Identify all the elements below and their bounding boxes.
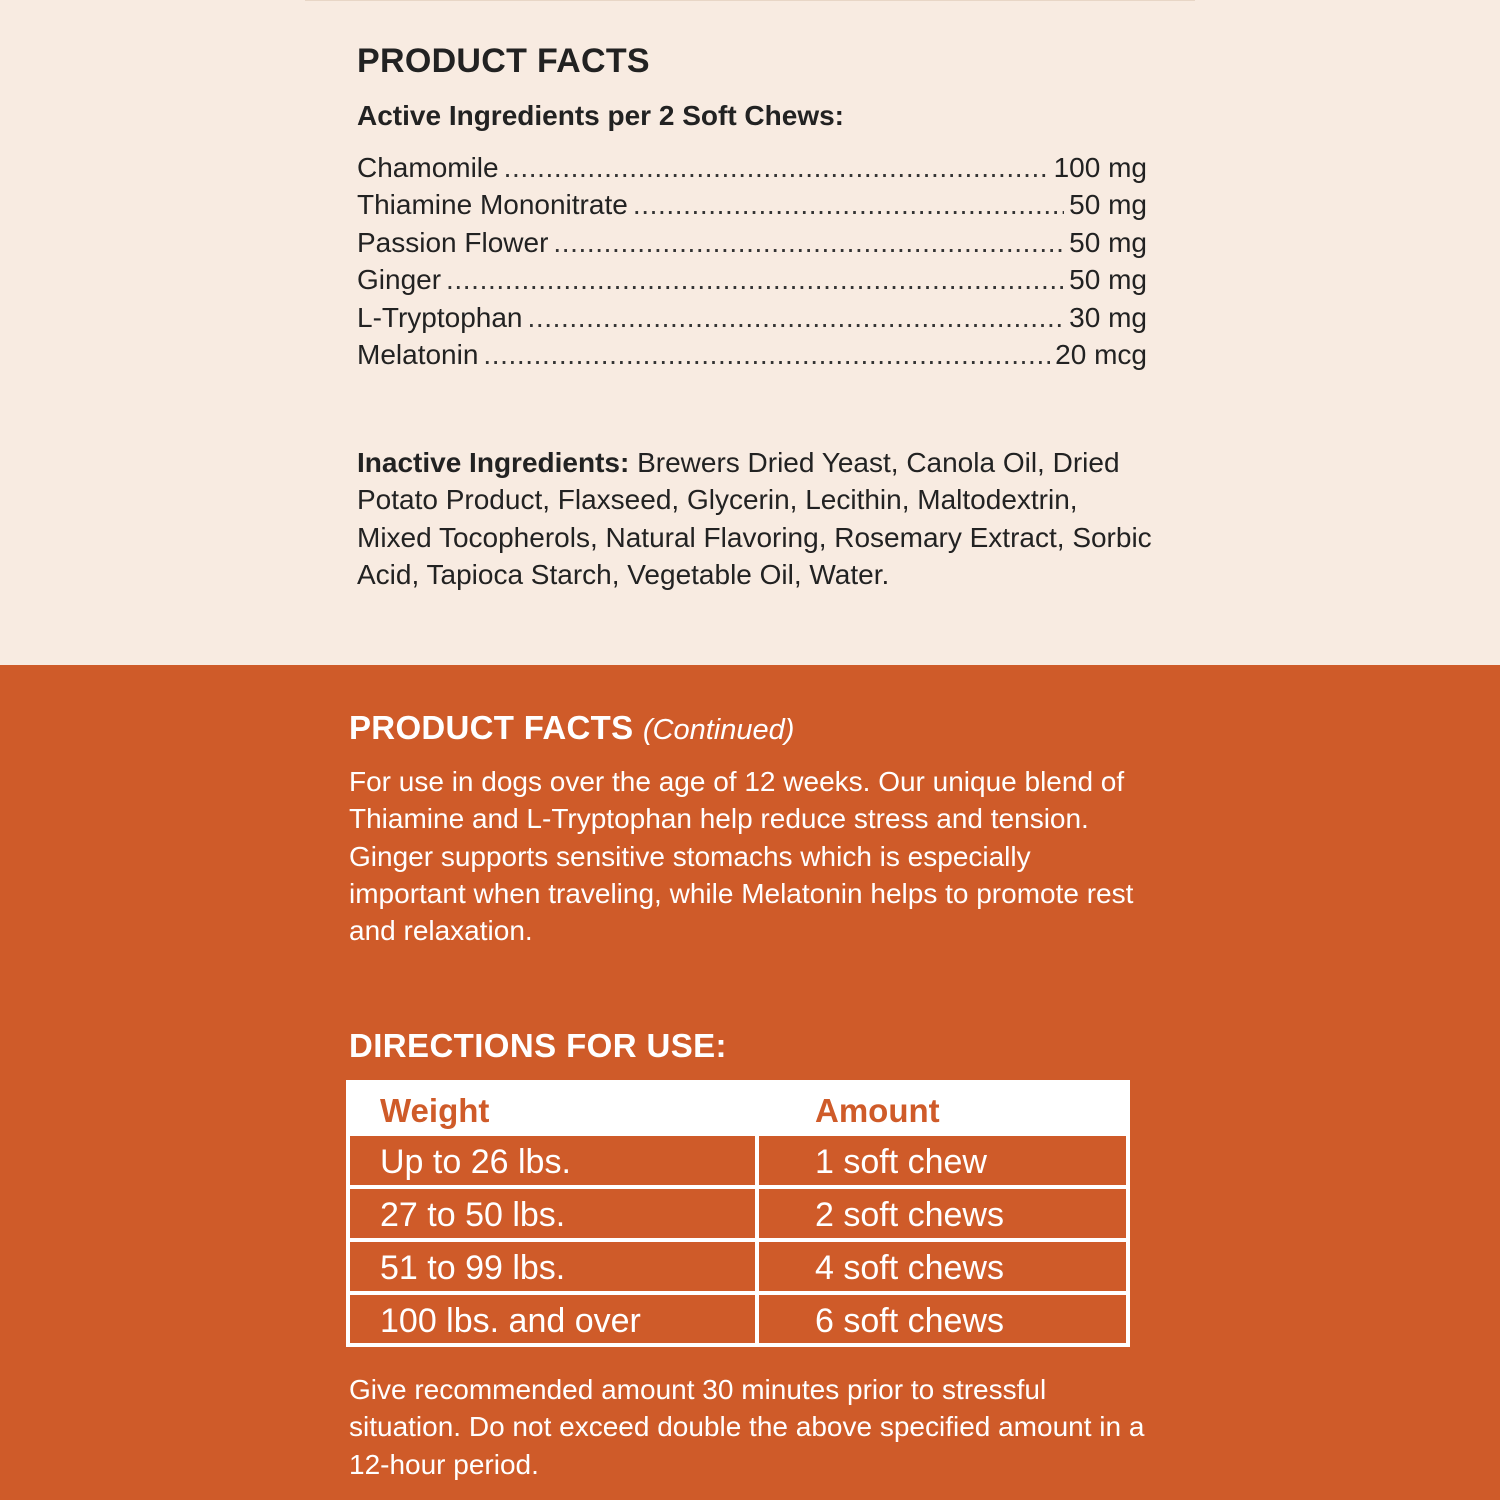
ingredient-amount: 20 mcg xyxy=(1055,338,1147,370)
ingredient-name: L-Tryptophan xyxy=(357,301,523,333)
active-ingredients-heading: Active Ingredients per 2 Soft Chews: xyxy=(357,100,844,131)
dot-leader xyxy=(528,302,1065,334)
directions-title: DIRECTIONS FOR USE: xyxy=(349,1027,727,1064)
table-row xyxy=(350,1242,1126,1295)
weight-cell: Up to 26 lbs. xyxy=(380,1143,571,1181)
amount-column-header: Amount xyxy=(815,1092,940,1129)
amount-cell: 4 soft chews xyxy=(815,1249,1004,1287)
ingredient-row xyxy=(357,189,1147,226)
ingredient-row xyxy=(357,152,1147,189)
dosage-table-header xyxy=(350,1084,1126,1136)
weight-cell: 51 to 99 lbs. xyxy=(380,1249,566,1287)
inactive-ingredients-text: Brewers Dried Yeast, Canola Oil, Dried Potato Product, Flaxseed, Glycerin, Lecithin, Maltodextrin, Mixed Tocopherols, Natural Flavoring, Rosemary Extract, Sorbic Acid, Tapioca Starch, Vegetable Oil, Water. xyxy=(357,447,1152,590)
ingredient-name: Ginger xyxy=(357,264,442,296)
weight-cell: 100 lbs. and over xyxy=(380,1302,641,1340)
directions-panel xyxy=(0,665,1500,1500)
ingredient-name: Chamomile xyxy=(357,152,499,183)
weight-cell: 27 to 50 lbs. xyxy=(380,1196,566,1234)
dot-leader xyxy=(446,264,1064,296)
dosage-note: Give recommended amount 30 minutes prior to stressful situation. Do not exceed double the above specified amount in a 12-hour period. xyxy=(349,1374,1145,1480)
ingredient-name: Thiamine Mononitrate xyxy=(357,189,628,221)
ingredient-name: Passion Flower xyxy=(357,226,549,258)
dosage-table xyxy=(346,1080,1130,1347)
product-description: For use in dogs over the age of 12 weeks. Our unique blend of Thiamine and L-Tryptophan help reduce stress and tension. Ginger supports sensitive stomachs which is especially important when traveling, while Melatonin helps to promote rest and relaxation. xyxy=(349,766,1134,947)
ingredient-amount: 30 mg xyxy=(1069,301,1147,333)
ingredient-amount: 50 mg xyxy=(1069,264,1147,296)
ingredient-row xyxy=(357,227,1147,264)
top-divider xyxy=(305,0,1195,1)
continued-title-text: PRODUCT FACTS xyxy=(349,709,634,746)
ingredient-name: Melatonin xyxy=(357,338,479,370)
ingredient-amount: 50 mg xyxy=(1069,189,1147,221)
active-ingredients-list xyxy=(357,152,1147,376)
ingredient-amount: 50 mg xyxy=(1069,226,1147,258)
amount-cell: 1 soft chew xyxy=(815,1143,987,1181)
weight-column-header: Weight xyxy=(380,1092,490,1129)
amount-cell: 2 soft chews xyxy=(815,1196,1004,1234)
inactive-ingredients-label: Inactive Ingredients: xyxy=(357,447,630,478)
ingredient-row xyxy=(357,302,1147,339)
ingredient-row xyxy=(357,339,1147,376)
table-row xyxy=(350,1295,1126,1348)
inactive-ingredients xyxy=(357,444,1157,593)
table-row xyxy=(350,1136,1126,1189)
dot-leader xyxy=(504,152,1049,184)
dot-leader xyxy=(633,189,1064,221)
continued-suffix: (Continued) xyxy=(642,714,795,746)
product-facts-continued-title xyxy=(349,709,794,747)
product-facts-title: PRODUCT FACTS xyxy=(357,42,650,80)
ingredient-amount: 100 mg xyxy=(1053,152,1147,183)
ingredient-row xyxy=(357,264,1147,301)
product-facts-panel xyxy=(0,0,1500,665)
dot-leader xyxy=(553,227,1064,259)
table-row xyxy=(350,1189,1126,1242)
dot-leader xyxy=(483,339,1050,371)
amount-cell: 6 soft chews xyxy=(815,1302,1004,1340)
